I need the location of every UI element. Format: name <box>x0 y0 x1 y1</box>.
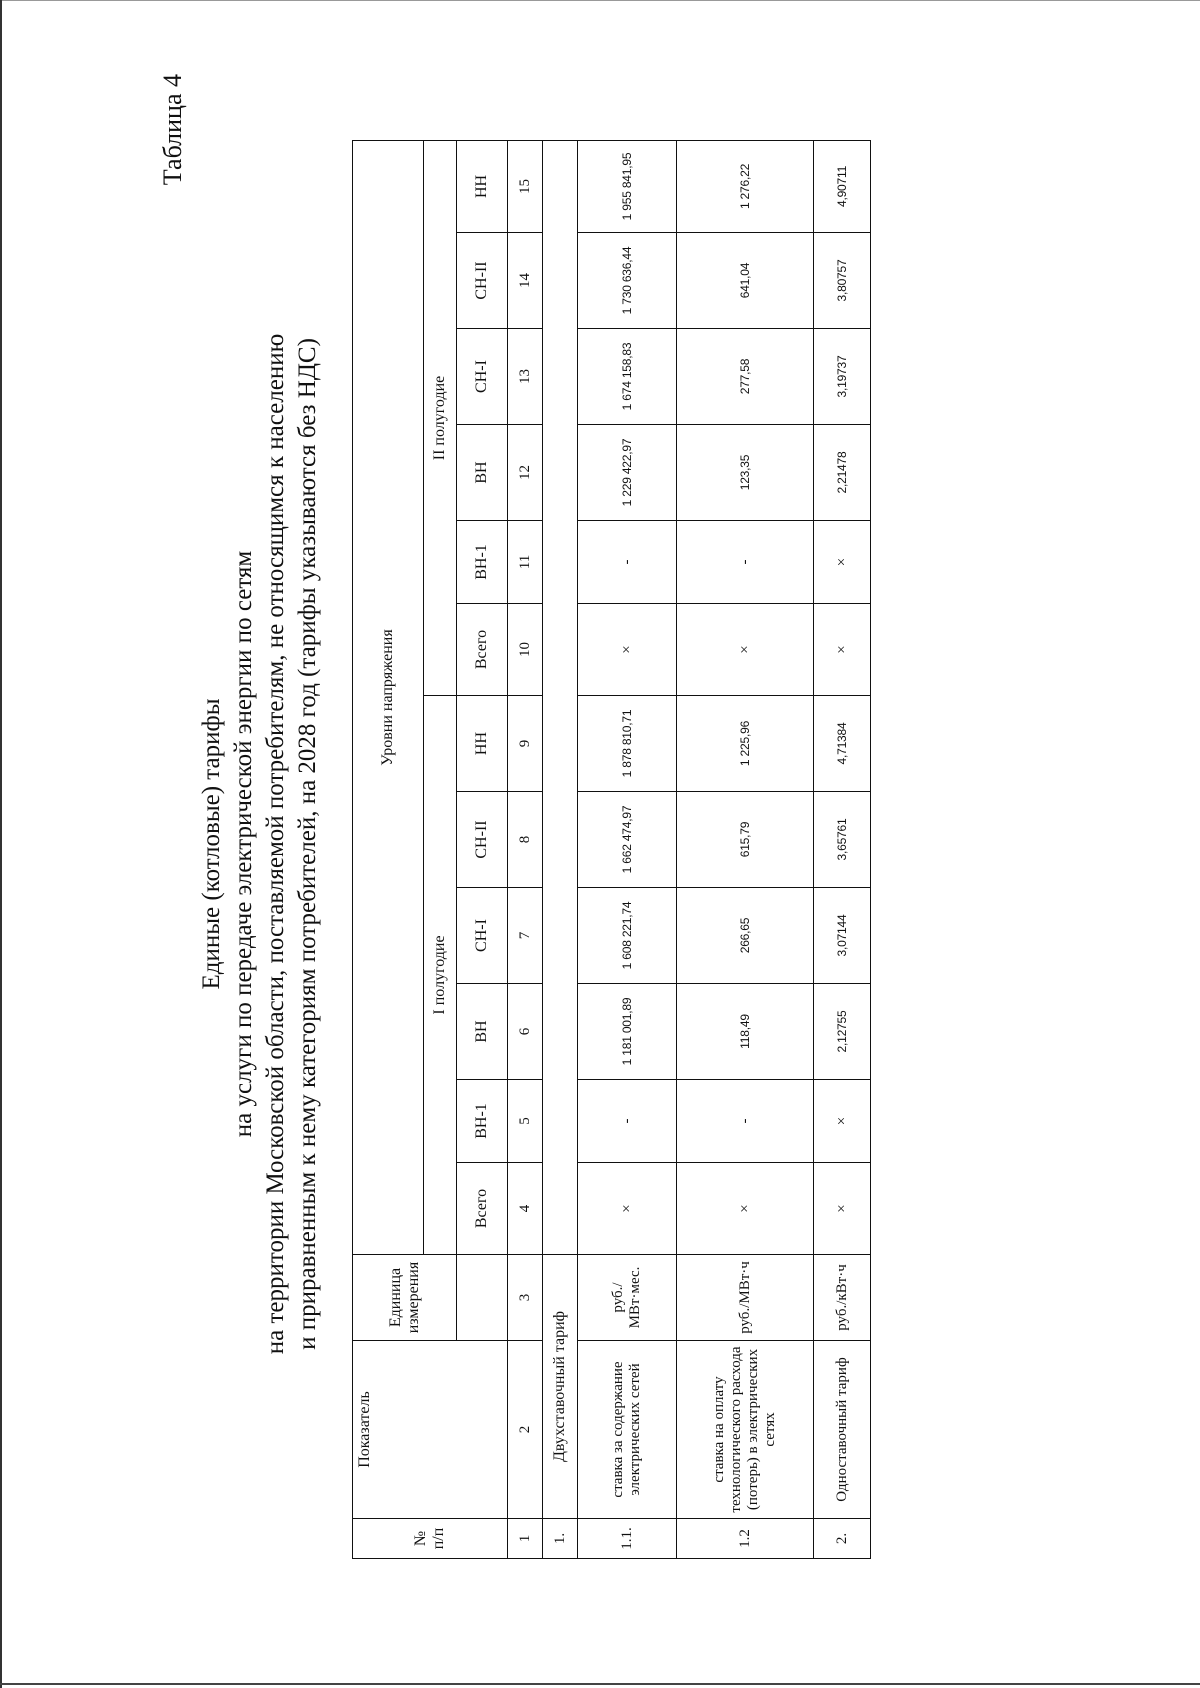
title-line: на услуги по передаче электрической энергии по сетям <box>230 550 257 1138</box>
value-cell: 4,90711 <box>814 140 871 232</box>
document-title <box>196 19 324 1669</box>
header-unit: Единица измерения <box>353 1255 457 1341</box>
column-index: 2 <box>508 1341 543 1519</box>
value-cell: × <box>814 604 871 696</box>
value-cell: × <box>814 521 871 604</box>
row-unit: руб./МВт·мес. <box>578 1255 677 1341</box>
value-cell: × <box>578 1163 677 1255</box>
column-index: 10 <box>508 604 543 696</box>
row-name: Двухставочный тариф <box>543 1255 578 1519</box>
value-cell: × <box>677 1163 814 1255</box>
value-cell: - <box>677 521 814 604</box>
column-index: 13 <box>508 329 543 425</box>
title-line: и приравненным к нему категориям потребителей, на 2028 год (тарифы указываются без НДС) <box>294 338 321 1350</box>
table-row <box>578 140 677 1558</box>
column-index: 9 <box>508 696 543 792</box>
value-cell: × <box>814 1163 871 1255</box>
value-cell: 615,79 <box>677 792 814 888</box>
value-cell: - <box>578 1080 677 1163</box>
value-cell: 277,58 <box>677 329 814 425</box>
scan-edge-bottom <box>0 1683 1200 1685</box>
value-cell: 266,65 <box>677 888 814 984</box>
scan-edge-left <box>0 0 2 1688</box>
level-nn: НН <box>457 140 508 232</box>
value-cell: 1 730 636,44 <box>578 233 677 329</box>
value-cell: × <box>814 1080 871 1163</box>
row-number: 1.2 <box>677 1519 814 1559</box>
row-name: ставка за содержание электрических сетей <box>578 1341 677 1519</box>
value-cell: 3,65761 <box>814 792 871 888</box>
column-index-row <box>508 140 543 1558</box>
column-index: 12 <box>508 425 543 521</box>
table-row <box>677 140 814 1558</box>
row-name: ставка на оплату технологического расхода (потерь) в электрических сетях <box>677 1341 814 1519</box>
column-index: 1 <box>508 1519 543 1559</box>
row-unit: руб./кВт·ч <box>814 1255 871 1341</box>
scan-edge-top <box>0 0 1200 1</box>
level-sn2: СН-II <box>457 792 508 888</box>
title-line: Единые (котловые) тарифы <box>198 698 225 990</box>
value-cell: 641,04 <box>677 233 814 329</box>
header-unit-blank <box>457 1255 508 1341</box>
value-cell: 1 662 474,97 <box>578 792 677 888</box>
rotated-document-page <box>20 19 1180 1669</box>
value-cell: 1 955 841,95 <box>578 140 677 232</box>
value-cell: 3,80757 <box>814 233 871 329</box>
section-blank <box>543 140 578 1254</box>
level-vn1: ВН-1 <box>457 521 508 604</box>
level-sn1: СН-I <box>457 888 508 984</box>
header-half-1: I полугодие <box>424 696 457 1255</box>
column-index: 8 <box>508 792 543 888</box>
column-index: 11 <box>508 521 543 604</box>
column-index: 4 <box>508 1163 543 1255</box>
value-cell: 1 229 422,97 <box>578 425 677 521</box>
level-sn2: СН-II <box>457 233 508 329</box>
row-number: 2. <box>814 1519 871 1559</box>
value-cell: 1 674 158,83 <box>578 329 677 425</box>
column-index: 3 <box>508 1255 543 1341</box>
column-index: 15 <box>508 140 543 232</box>
level-vn1: ВН-1 <box>457 1080 508 1163</box>
header-half-2: II полугодие <box>424 140 457 695</box>
value-cell: × <box>578 604 677 696</box>
value-cell: - <box>578 521 677 604</box>
level-vn: ВН <box>457 425 508 521</box>
level-nn: НН <box>457 696 508 792</box>
row-number: 1. <box>543 1519 578 1559</box>
value-cell: 118,49 <box>677 984 814 1080</box>
column-index: 14 <box>508 233 543 329</box>
row-number: 1.1. <box>578 1519 677 1559</box>
value-cell: 2,21478 <box>814 425 871 521</box>
value-cell: 1 878 810,71 <box>578 696 677 792</box>
value-cell: - <box>677 1080 814 1163</box>
header-indicator: Показатель <box>353 1341 508 1519</box>
title-line: на территории Московской области, поставляемой потребителям, не относящимся к населению <box>262 333 289 1355</box>
header-voltage-levels: Уровни напряжения <box>353 140 424 1254</box>
value-cell: × <box>677 604 814 696</box>
value-cell: 4,71384 <box>814 696 871 792</box>
level-total: Всего <box>457 604 508 696</box>
tariff-table <box>352 140 871 1559</box>
header-no: № п/п <box>353 1519 508 1559</box>
table-row <box>814 140 871 1558</box>
column-index: 5 <box>508 1080 543 1163</box>
table-number-label: Таблица 4 <box>158 74 187 186</box>
value-cell: 1 225,96 <box>677 696 814 792</box>
row-name: Одноставочный тариф <box>814 1341 871 1519</box>
level-vn: ВН <box>457 984 508 1080</box>
table-row-section-1 <box>543 140 578 1558</box>
column-index: 7 <box>508 888 543 984</box>
value-cell: 3,07144 <box>814 888 871 984</box>
value-cell: 1 181 001,89 <box>578 984 677 1080</box>
value-cell: 1 608 221,74 <box>578 888 677 984</box>
level-total: Всего <box>457 1163 508 1255</box>
value-cell: 123,35 <box>677 425 814 521</box>
header-row-1 <box>353 140 424 1558</box>
row-unit: руб./МВт·ч <box>677 1255 814 1341</box>
value-cell: 2,12755 <box>814 984 871 1080</box>
value-cell: 1 276,22 <box>677 140 814 232</box>
value-cell: 3,19737 <box>814 329 871 425</box>
level-sn1: СН-I <box>457 329 508 425</box>
column-index: 6 <box>508 984 543 1080</box>
